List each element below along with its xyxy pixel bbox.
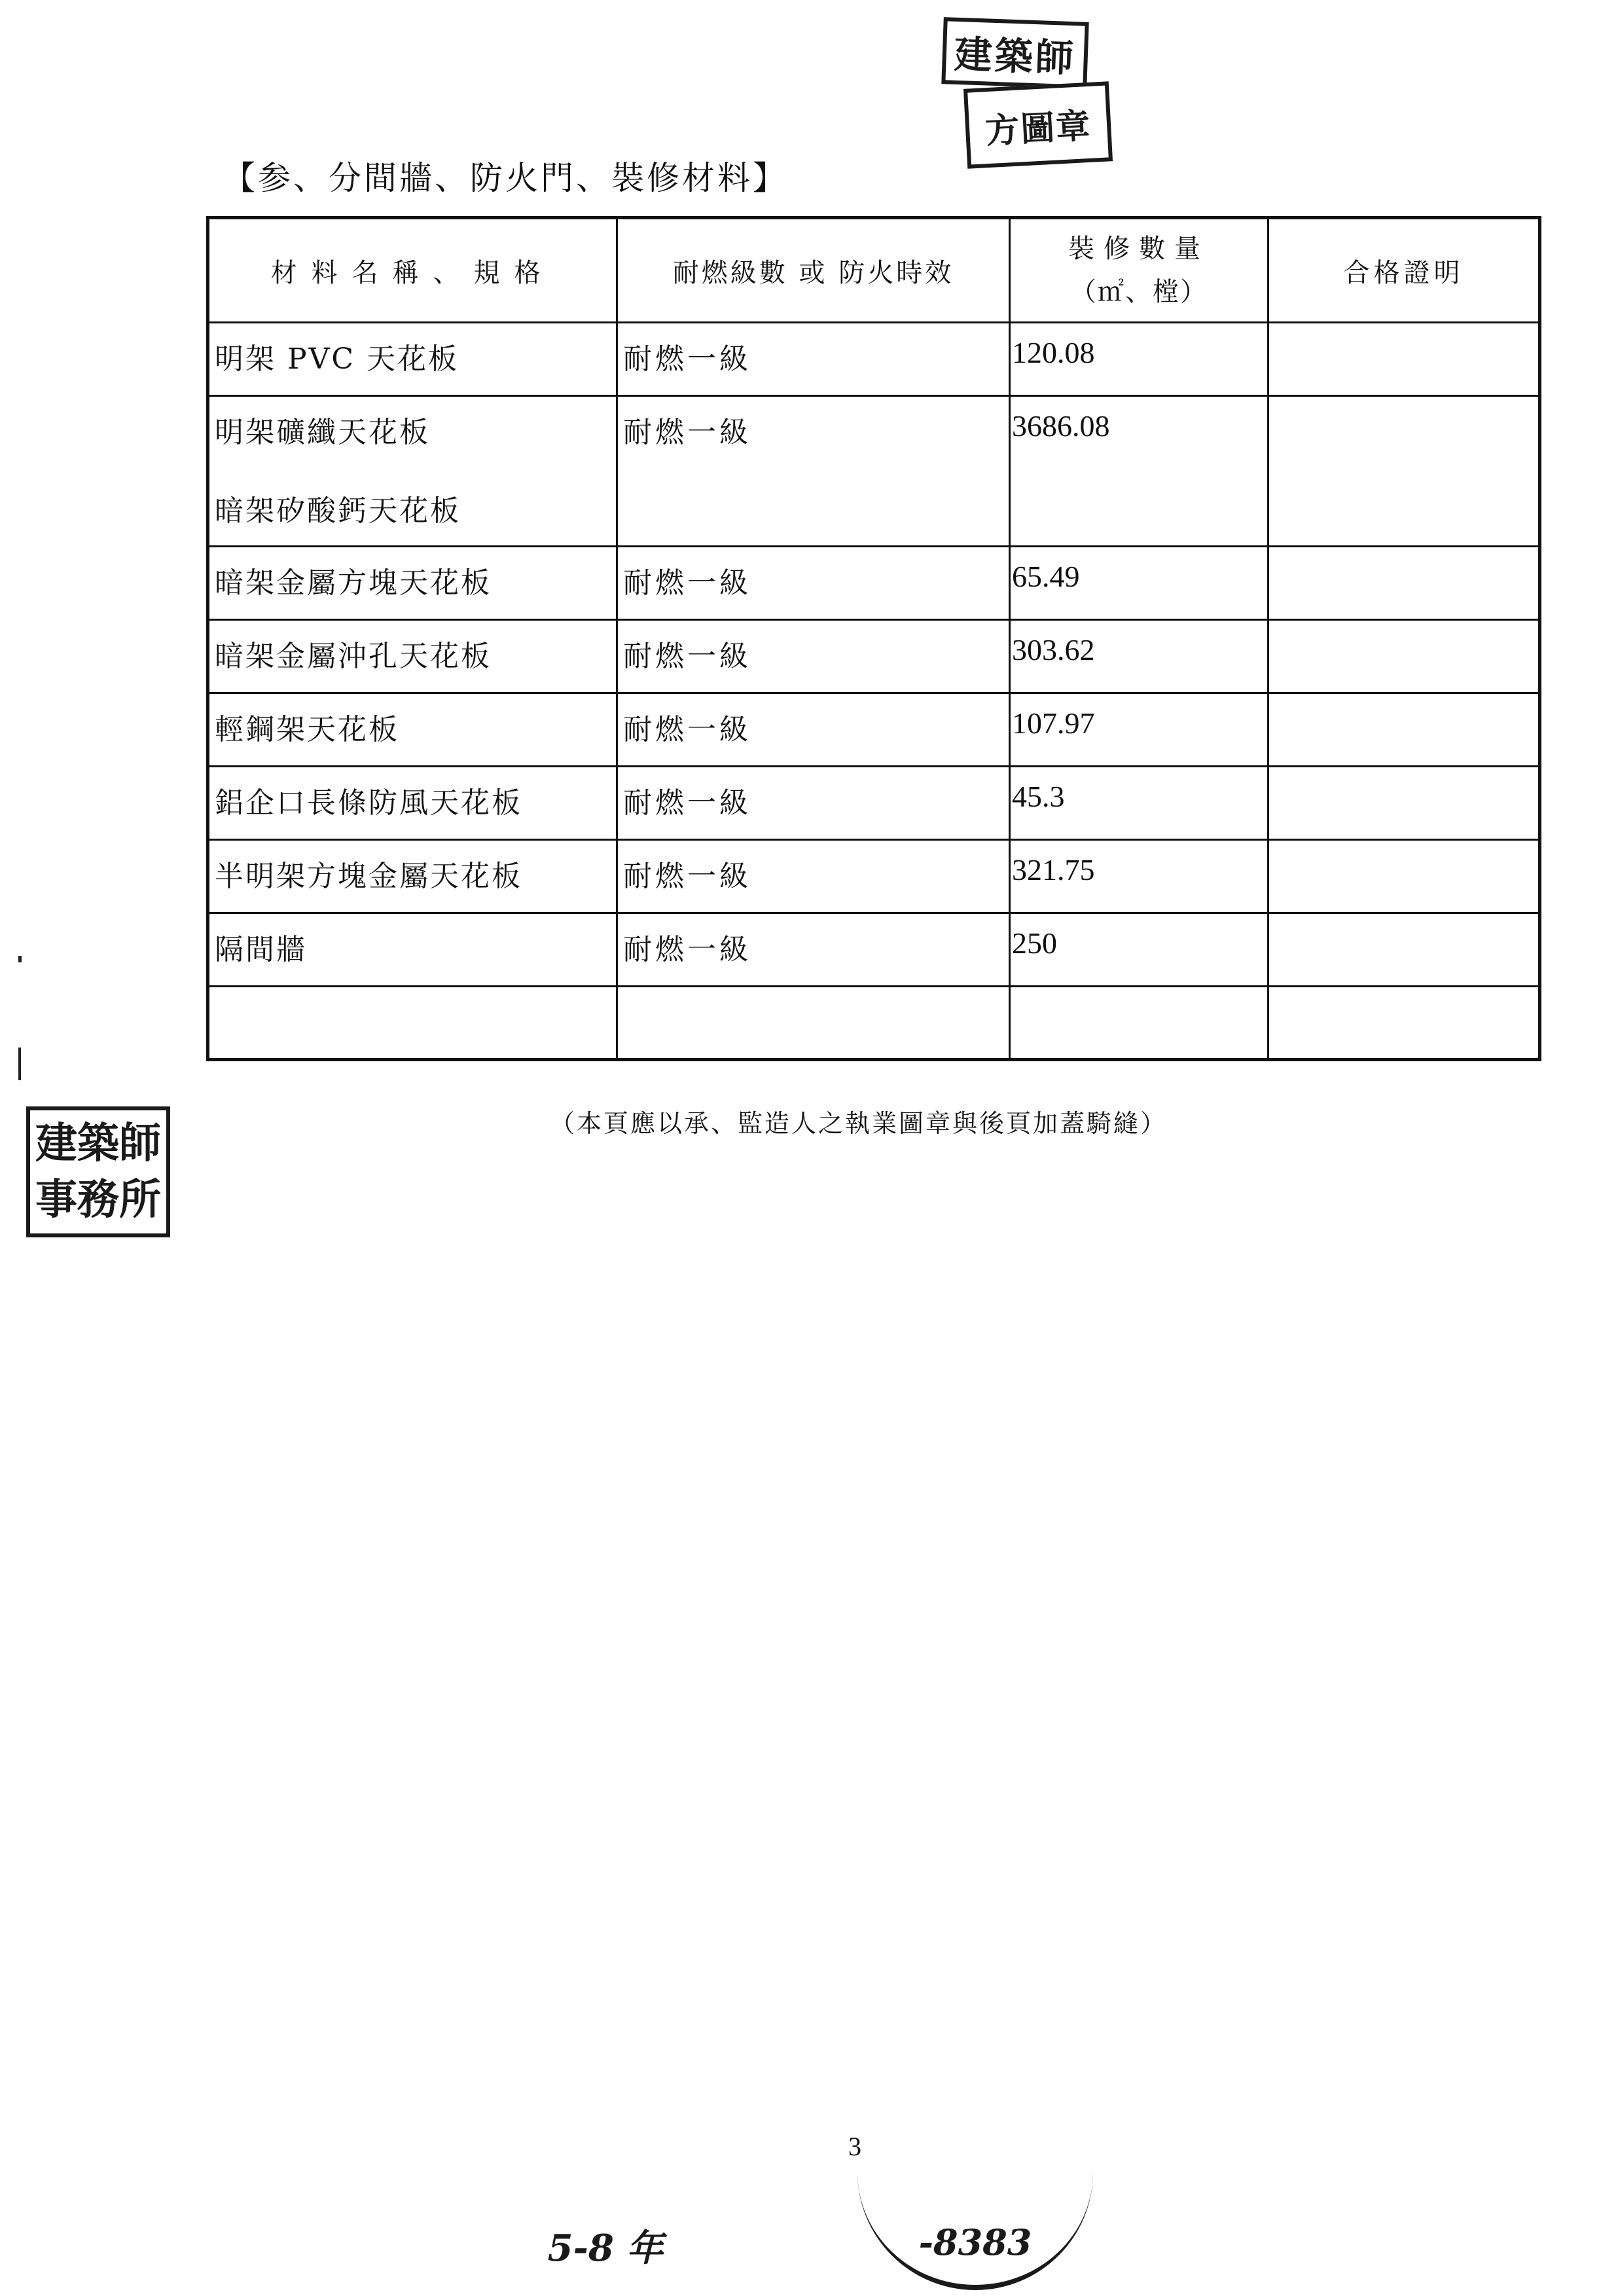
cell-quantity: 321.75 [1010,840,1268,913]
cell-certificate [1268,396,1540,547]
table-row [208,620,1540,693]
material-name-text: 鋁企口長條防風天花板 [215,786,522,820]
table-header-row [208,218,1540,323]
table-row [208,693,1540,767]
material-name-text: 暗架金屬方塊天花板 [215,566,492,600]
material-name-text: 明架 PVC 天花板 [215,342,459,376]
seam-stamp-bottom-left [491,2200,720,2291]
seal-text: 方圖章 [984,105,1092,151]
cell-fire-rating: 耐燃一級 [617,840,1010,913]
cell-material-name [208,323,617,396]
cell-certificate [1268,767,1540,840]
cell-quantity: 65.49 [1010,547,1268,620]
cell-certificate [1268,693,1540,767]
cell-fire-rating: 耐燃一級 [617,767,1010,840]
cell-certificate [1268,620,1540,693]
cell-fire-rating: 耐燃一級 [617,620,1010,693]
header-fire-rating: 耐燃級數 或 防火時效 [617,218,1010,323]
cell-certificate [1268,323,1540,396]
seal-stamp-left-margin [26,1106,170,1237]
cell-material-name [208,547,617,620]
seam-stamp-footnote: （本頁應以承、監造人之執業圖章與後頁加蓋騎縫） [550,1109,1168,1138]
header-certificate: 合格證明 [1268,218,1540,323]
table-row-empty [208,987,1540,1060]
cell-fire-rating [617,987,1010,1060]
cell-material-name [208,767,617,840]
header-quantity [1010,218,1268,323]
table-row [208,913,1540,987]
seal-text: 建築師事務所 [35,1119,161,1224]
cell-certificate [1268,987,1540,1060]
cell-quantity: 303.62 [1010,620,1268,693]
seam-stamp-bottom-right [851,2193,1100,2291]
margin-mark [18,1048,21,1080]
seal-stamp-top [941,17,1088,89]
margin-mark [18,956,22,962]
cell-certificate [1268,547,1540,620]
cell-fire-rating: 耐燃一級 [617,323,1010,396]
cell-fire-rating: 耐燃一級 [617,396,1010,547]
page-number: 3 [848,2132,861,2161]
cell-fire-rating: 耐燃一級 [617,913,1010,987]
cell-quantity: 3686.08 [1010,396,1268,547]
cell-material-name [208,620,617,693]
table-row [208,767,1540,840]
seal-arc [857,2167,1093,2290]
material-name-second-line: 暗架矽酸鈣天花板 [215,494,461,528]
cell-certificate [1268,840,1540,913]
material-name-text: 明架礦纖天花板 [215,416,430,449]
cell-material-name [208,840,617,913]
seal-text: 建築師 [953,31,1077,81]
table-row [208,840,1540,913]
seal-stamp-top-secondary [963,81,1113,168]
cell-quantity: 120.08 [1010,323,1268,396]
cell-quantity [1010,987,1268,1060]
cell-material-name [208,987,617,1060]
header-quantity-label: 裝修數量 [1068,234,1210,264]
table-row [208,547,1540,620]
material-name-text: 半明架方塊金屬天花板 [215,860,522,893]
cell-certificate [1268,913,1540,987]
cell-material-name [208,396,617,547]
cell-quantity: 250 [1010,913,1268,987]
cell-quantity: 107.97 [1010,693,1268,767]
seal-text: 5-8 年 [547,2227,664,2270]
header-quantity-unit: （㎡、樘） [1070,277,1208,307]
cell-material-name [208,693,617,767]
table-row [208,396,1540,547]
section-title: 【参、分間牆、防火門、裝修材料】 [223,159,788,197]
material-name-text: 輕鋼架天花板 [215,713,399,746]
cell-material-name [208,913,617,987]
table-row [208,323,1540,396]
cell-fire-rating: 耐燃一級 [617,547,1010,620]
seal-text: -8383 [918,2221,1032,2263]
material-name-text: 暗架金屬沖孔天花板 [215,640,492,673]
header-material: 材料名稱、規格 [208,218,617,323]
materials-table [206,216,1541,1061]
cell-quantity: 45.3 [1010,767,1268,840]
material-name-text: 隔間牆 [215,933,307,966]
cell-fire-rating: 耐燃一級 [617,693,1010,767]
